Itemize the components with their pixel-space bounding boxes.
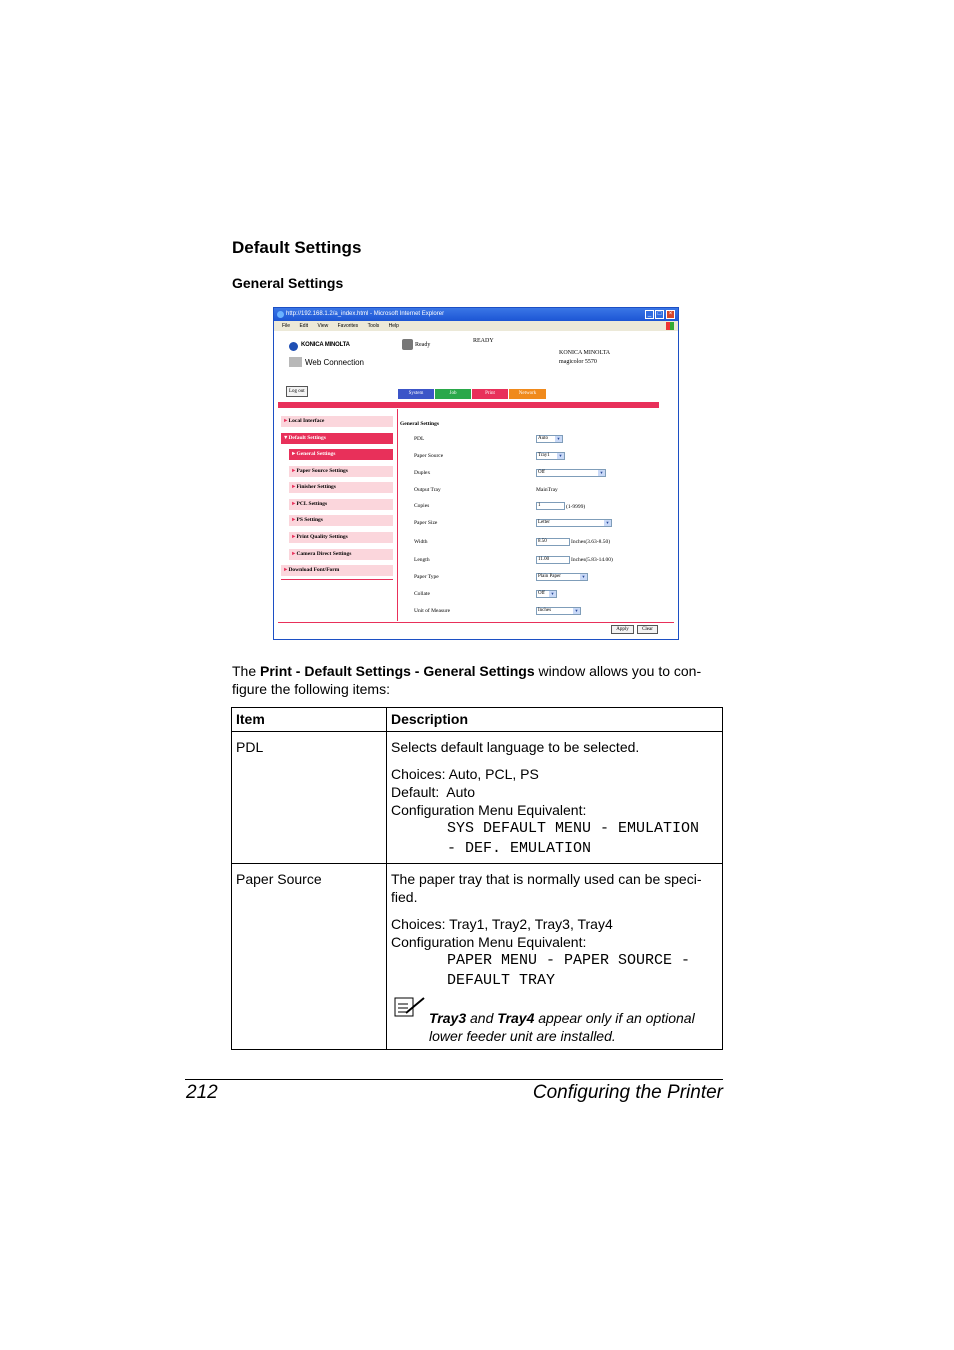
field-label-length: Length [414,557,430,563]
konica-logo-text: KONICA MINOLTA [301,342,350,348]
tab-system: System [398,389,434,399]
sidebar-item-local-interface: ►Local Interface [281,416,393,427]
table-header-description: Description [387,708,723,732]
chevron-down-icon: ▼ [574,608,579,613]
menu-view: View [317,323,329,329]
model-name: magicolor 5570 [559,359,597,365]
collate-select: Off ▼ [536,590,557,598]
sidebar-separator [397,409,398,621]
ie-icon [277,311,284,318]
table-header-item: Item [232,708,387,732]
field-label-collate: Collate [414,591,430,597]
web-connection-label: Web Connection [305,358,364,367]
form-title: General Settings [400,421,439,427]
sidebar-item-paper-source-settings: ►Paper Source Settings [289,466,393,477]
sidebar-item-ps-settings: ►PS Settings [289,515,393,526]
logout-button: Log out [286,386,308,397]
section-heading: Default Settings [232,238,362,257]
page-number: 212 [186,1082,218,1103]
chevron-down-icon: ▼ [599,470,604,475]
width-range: Inches(3.63-8.50) [571,539,611,545]
intro-paragraph: The Print - Default Settings - General Settings window allows you to con- figure the following items: [232,663,702,697]
field-label-paper-size: Paper Size [414,520,438,526]
pagescope-icon [289,357,302,367]
menu-file: File [282,323,291,329]
paper-source-select: Tray1 ▼ [536,452,565,460]
form-bottom-bar [278,622,674,623]
windows-logo-icon [666,322,674,330]
table-cell-item: Paper Source [232,864,387,1050]
chevron-down-icon: ▼ [581,574,586,579]
table-cell-description: The paper tray that is normally used can be speci- fied. Choices: Tray1, Tray2, Tray3, Tray4 Configuration Menu Equivalent: PAPER MENU - PAPER SOURCE - DEFAULT TRAY Tray3 and Tray4 appear only if an optional lower feeder unit are installed. [387,864,723,1050]
menu-tools: Tools [367,323,380,329]
sidebar-divider [281,579,393,580]
chevron-down-icon: ▼ [558,453,563,458]
field-label-duplex: Duplex [414,470,431,476]
table-row [232,864,723,1050]
paper-size-select: Letter ▼ [536,519,612,527]
note: Tray3 and Tray4 appear only if an optional lower feeder unit are installed. [391,1009,718,1045]
status-text: READY [473,338,494,344]
printer-brand [559,349,610,367]
sidebar-item-print-quality-settings: ►Print Quality Settings [289,532,393,543]
tab-network: Network [509,389,546,399]
output-tray-value: MainTray [536,487,558,493]
sidebar-item-camera-direct-settings: ►Camera Direct Settings [289,549,393,560]
field-label-output-tray: Output Tray [414,487,441,493]
printer-status-icon [402,339,413,350]
menu-path: PAPER MENU - PAPER SOURCE - [447,952,691,969]
copies-range: (1-9999) [566,504,586,510]
browser-screenshot [273,307,679,640]
tab-print: Print [472,389,508,399]
browser-menu-bar [274,321,678,331]
copies-input: 1 [536,502,565,510]
minimize-icon: _ [645,310,654,319]
width-input: 8.50 [536,538,570,546]
close-icon: × [666,310,675,319]
brand-name: KONICA MINOLTA [559,350,611,356]
subsection-heading: General Settings [232,275,344,291]
sidebar-item-finisher-settings: ►Finisher Settings [289,482,393,493]
menu-path-cont: DEFAULT TRAY [447,972,556,989]
menu-help: Help [388,323,399,329]
length-input: 11.00 [536,556,570,564]
clear-button: Clear [637,625,658,634]
pdl-select: Auto ▼ [536,435,563,443]
table-cell-item: PDL [232,732,387,864]
table-header-row [232,708,723,732]
length-range: Inches(5.83-14.00) [571,557,613,563]
sidebar-item-general-settings: ►General Settings [289,449,393,460]
note-pencil-icon [394,995,426,1019]
browser-title: http://192.168.1.2/a_index.html - Microsoft Internet Explorer [286,311,445,317]
field-label-pdl: PDL [414,436,425,442]
table-row [232,732,723,864]
tab-job: Job [435,389,471,399]
chevron-down-icon: ▼ [605,520,610,525]
chapter-title: Configuring the Printer [532,1082,723,1103]
menu-path-cont: - DEF. EMULATION [447,840,592,857]
settings-table [231,707,723,1050]
browser-title-bar [274,308,678,321]
chevron-down-icon: ▼ [556,436,561,441]
menu-edit: Edit [299,323,309,329]
sidebar-item-default-settings: ▼Default Settings [281,433,393,444]
field-label-copies: Copies [414,503,430,509]
field-label-paper-type: Paper Type [414,574,439,580]
duplex-select: Off ▼ [536,469,606,477]
footer-rule [185,1079,723,1080]
konica-logo-icon [289,342,298,351]
intro-bold: Print - Default Settings - General Settings [260,663,535,679]
chevron-down-icon: ▼ [550,591,555,596]
maximize-icon: □ [655,310,664,319]
menu-path: SYS DEFAULT MENU - EMULATION [447,820,700,837]
sidebar-item-download-font-form: ►Download Font/Form [281,565,393,576]
field-label-width: Width [414,539,428,545]
field-label-paper-source: Paper Source [414,453,444,459]
sidebar-item-pcl-settings: ►PCL Settings [289,499,393,510]
apply-button: Apply [611,625,634,634]
paper-type-select: Plain Paper ▼ [536,573,588,581]
tab-underline-bar [278,402,659,408]
menu-favorites: Favorites [337,323,359,329]
table-cell-description: Selects default language to be selected. Choices: Auto, PCL, PS Default: Auto Configuration Menu Equivalent: SYS DEFAULT MENU - EMULATION - DEF. EMULATION [387,732,723,864]
status-short: Ready [415,342,431,348]
unit-of-measure-select: Inches ▼ [536,607,581,615]
field-label-unit-of-measure: Unit of Measure [414,608,451,614]
